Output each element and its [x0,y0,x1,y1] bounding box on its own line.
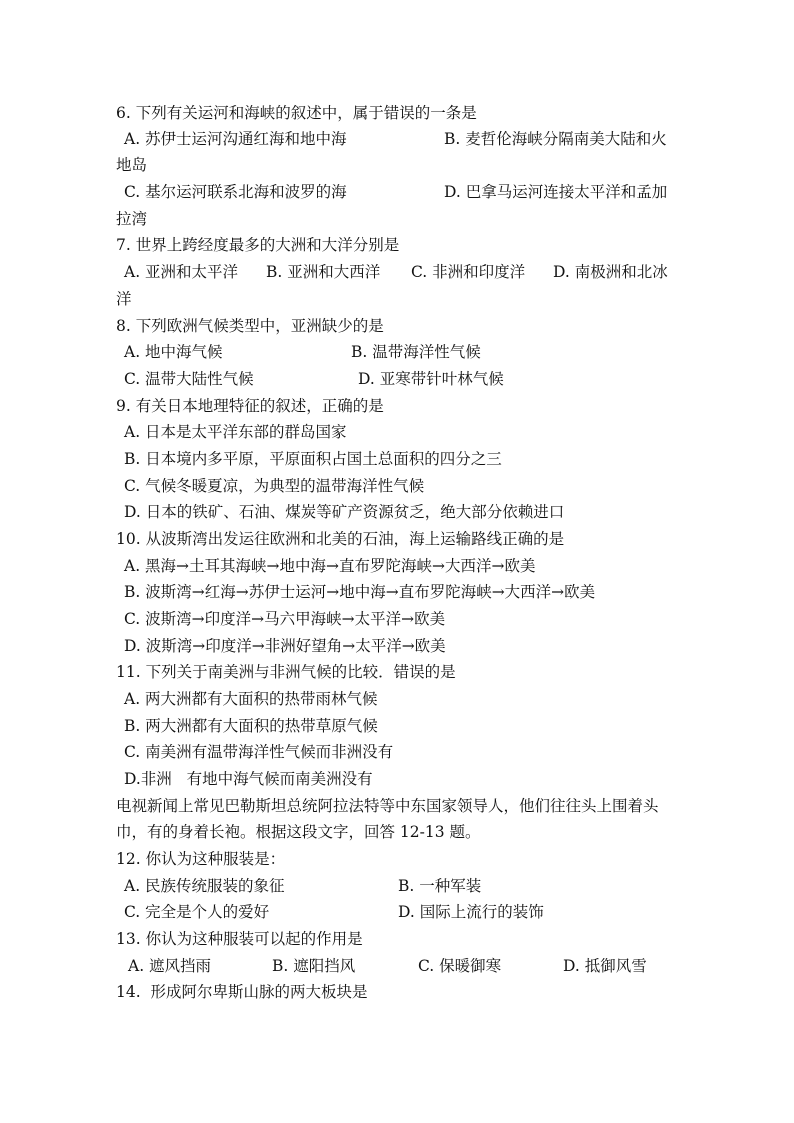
question-6-option-d: D. 巴拿马运河连接太平洋和孟加 [444,183,668,201]
question-11-option-d: D.非洲 有地中海气候而南美洲没有 [124,770,373,788]
question-7-option-b: B. 亚洲和大西洋 [266,263,381,281]
question-6-option-a: A. 苏伊士运河沟通红海和地中海 [124,130,347,148]
question-8-stem: 8. 下列欧洲气候类型中，亚洲缺少的是 [116,317,384,335]
question-7-option-d-continued: 洋 [116,290,132,308]
question-7-option-d: D. 南极洲和北冰 [553,263,668,281]
question-11-stem: 11. 下列关于南美洲与非洲气候的比较．错误的是 [116,663,456,681]
question-6-option-b-continued: 地岛 [116,156,148,174]
question-11-option-c: C. 南美洲有温带海洋性气候而非洲没有 [124,743,394,761]
question-12-option-a: A. 民族传统服装的象征 [124,877,285,895]
question-9-option-a: A. 日本是太平洋东部的群岛国家 [124,423,347,441]
question-12-stem: 12. 你认为这种服装是： [116,850,286,868]
question-13-option-d: D. 抵御风雪 [563,957,647,975]
question-14-stem: 14. 形成阿尔卑斯山脉的两大板块是 [116,983,368,1001]
question-11-option-a: A. 两大洲都有大面积的热带雨林气候 [124,690,378,708]
question-10-option-b: B. 波斯湾→红海→苏伊士运河→地中海→直布罗陀海峡→大西洋→欧美 [124,583,596,601]
question-11-option-b: B. 两大洲都有大面积的热带草原气候 [124,717,378,735]
question-9-option-c: C. 气候冬暖夏凉，为典型的温带海洋性气候 [124,477,425,495]
question-6-option-c: C. 基尔运河联系北海和波罗的海 [124,183,347,201]
question-9-option-b: B. 日本境内多平原，平原面积占国土总面积的四分之三 [124,450,502,468]
question-8-option-d: D. 亚寒带针叶林气候 [358,370,504,388]
question-6-option-d-continued: 拉湾 [116,210,148,228]
question-13-stem: 13. 你认为这种服装可以起的作用是 [116,930,363,948]
question-10-option-d: D. 波斯湾→印度洋→非洲好望角→太平洋→欧美 [124,637,446,655]
question-9-stem: 9. 有关日本地理特征的叙述，正确的是 [116,397,384,415]
question-9-option-d: D. 日本的铁矿、石油、煤炭等矿产资源贫乏，绝大部分依赖进口 [124,503,565,521]
passage-line-1: 电视新闻上常见巴勒斯坦总统阿拉法特等中东国家领导人，他们往往头上围着头 [116,797,659,815]
question-12-option-c: C. 完全是个人的爱好 [124,903,270,921]
question-7-stem: 7. 世界上跨经度最多的大洲和大洋分别是 [116,236,400,254]
question-8-option-a: A. 地中海气候 [124,343,223,361]
question-8-option-b: B. 温带海洋性气候 [351,343,481,361]
question-10-option-c: C. 波斯湾→印度洋→马六甲海峡→太平洋→欧美 [124,610,446,628]
question-8-option-c: C. 温带大陆性气候 [124,370,254,388]
question-7-option-c: C. 非洲和印度洋 [411,263,526,281]
question-13-option-b: B. 遮阳挡风 [272,957,356,975]
question-12-option-b: B. 一种军装 [398,877,482,895]
passage-line-2: 巾，有的身着长袍。根据这段文字，回答 12-13 题。 [116,823,481,841]
question-6-stem: 6. 下列有关运河和海峡的叙述中，属于错误的一条是 [116,104,477,122]
question-10-stem: 10. 从波斯湾出发运往欧洲和北美的石油，海上运输路线正确的是 [116,530,565,548]
question-13-option-a: A. 遮风挡雨 [128,957,212,975]
question-10-option-a: A. 黑海→土耳其海峡→地中海→直布罗陀海峡→大西洋→欧美 [124,557,536,575]
question-13-option-c: C. 保暖御寒 [418,957,502,975]
question-12-option-d: D. 国际上流行的装饰 [398,903,544,921]
question-6-option-b: B. 麦哲伦海峡分隔南美大陆和火 [444,130,667,148]
question-7-option-a: A. 亚洲和太平洋 [124,263,239,281]
